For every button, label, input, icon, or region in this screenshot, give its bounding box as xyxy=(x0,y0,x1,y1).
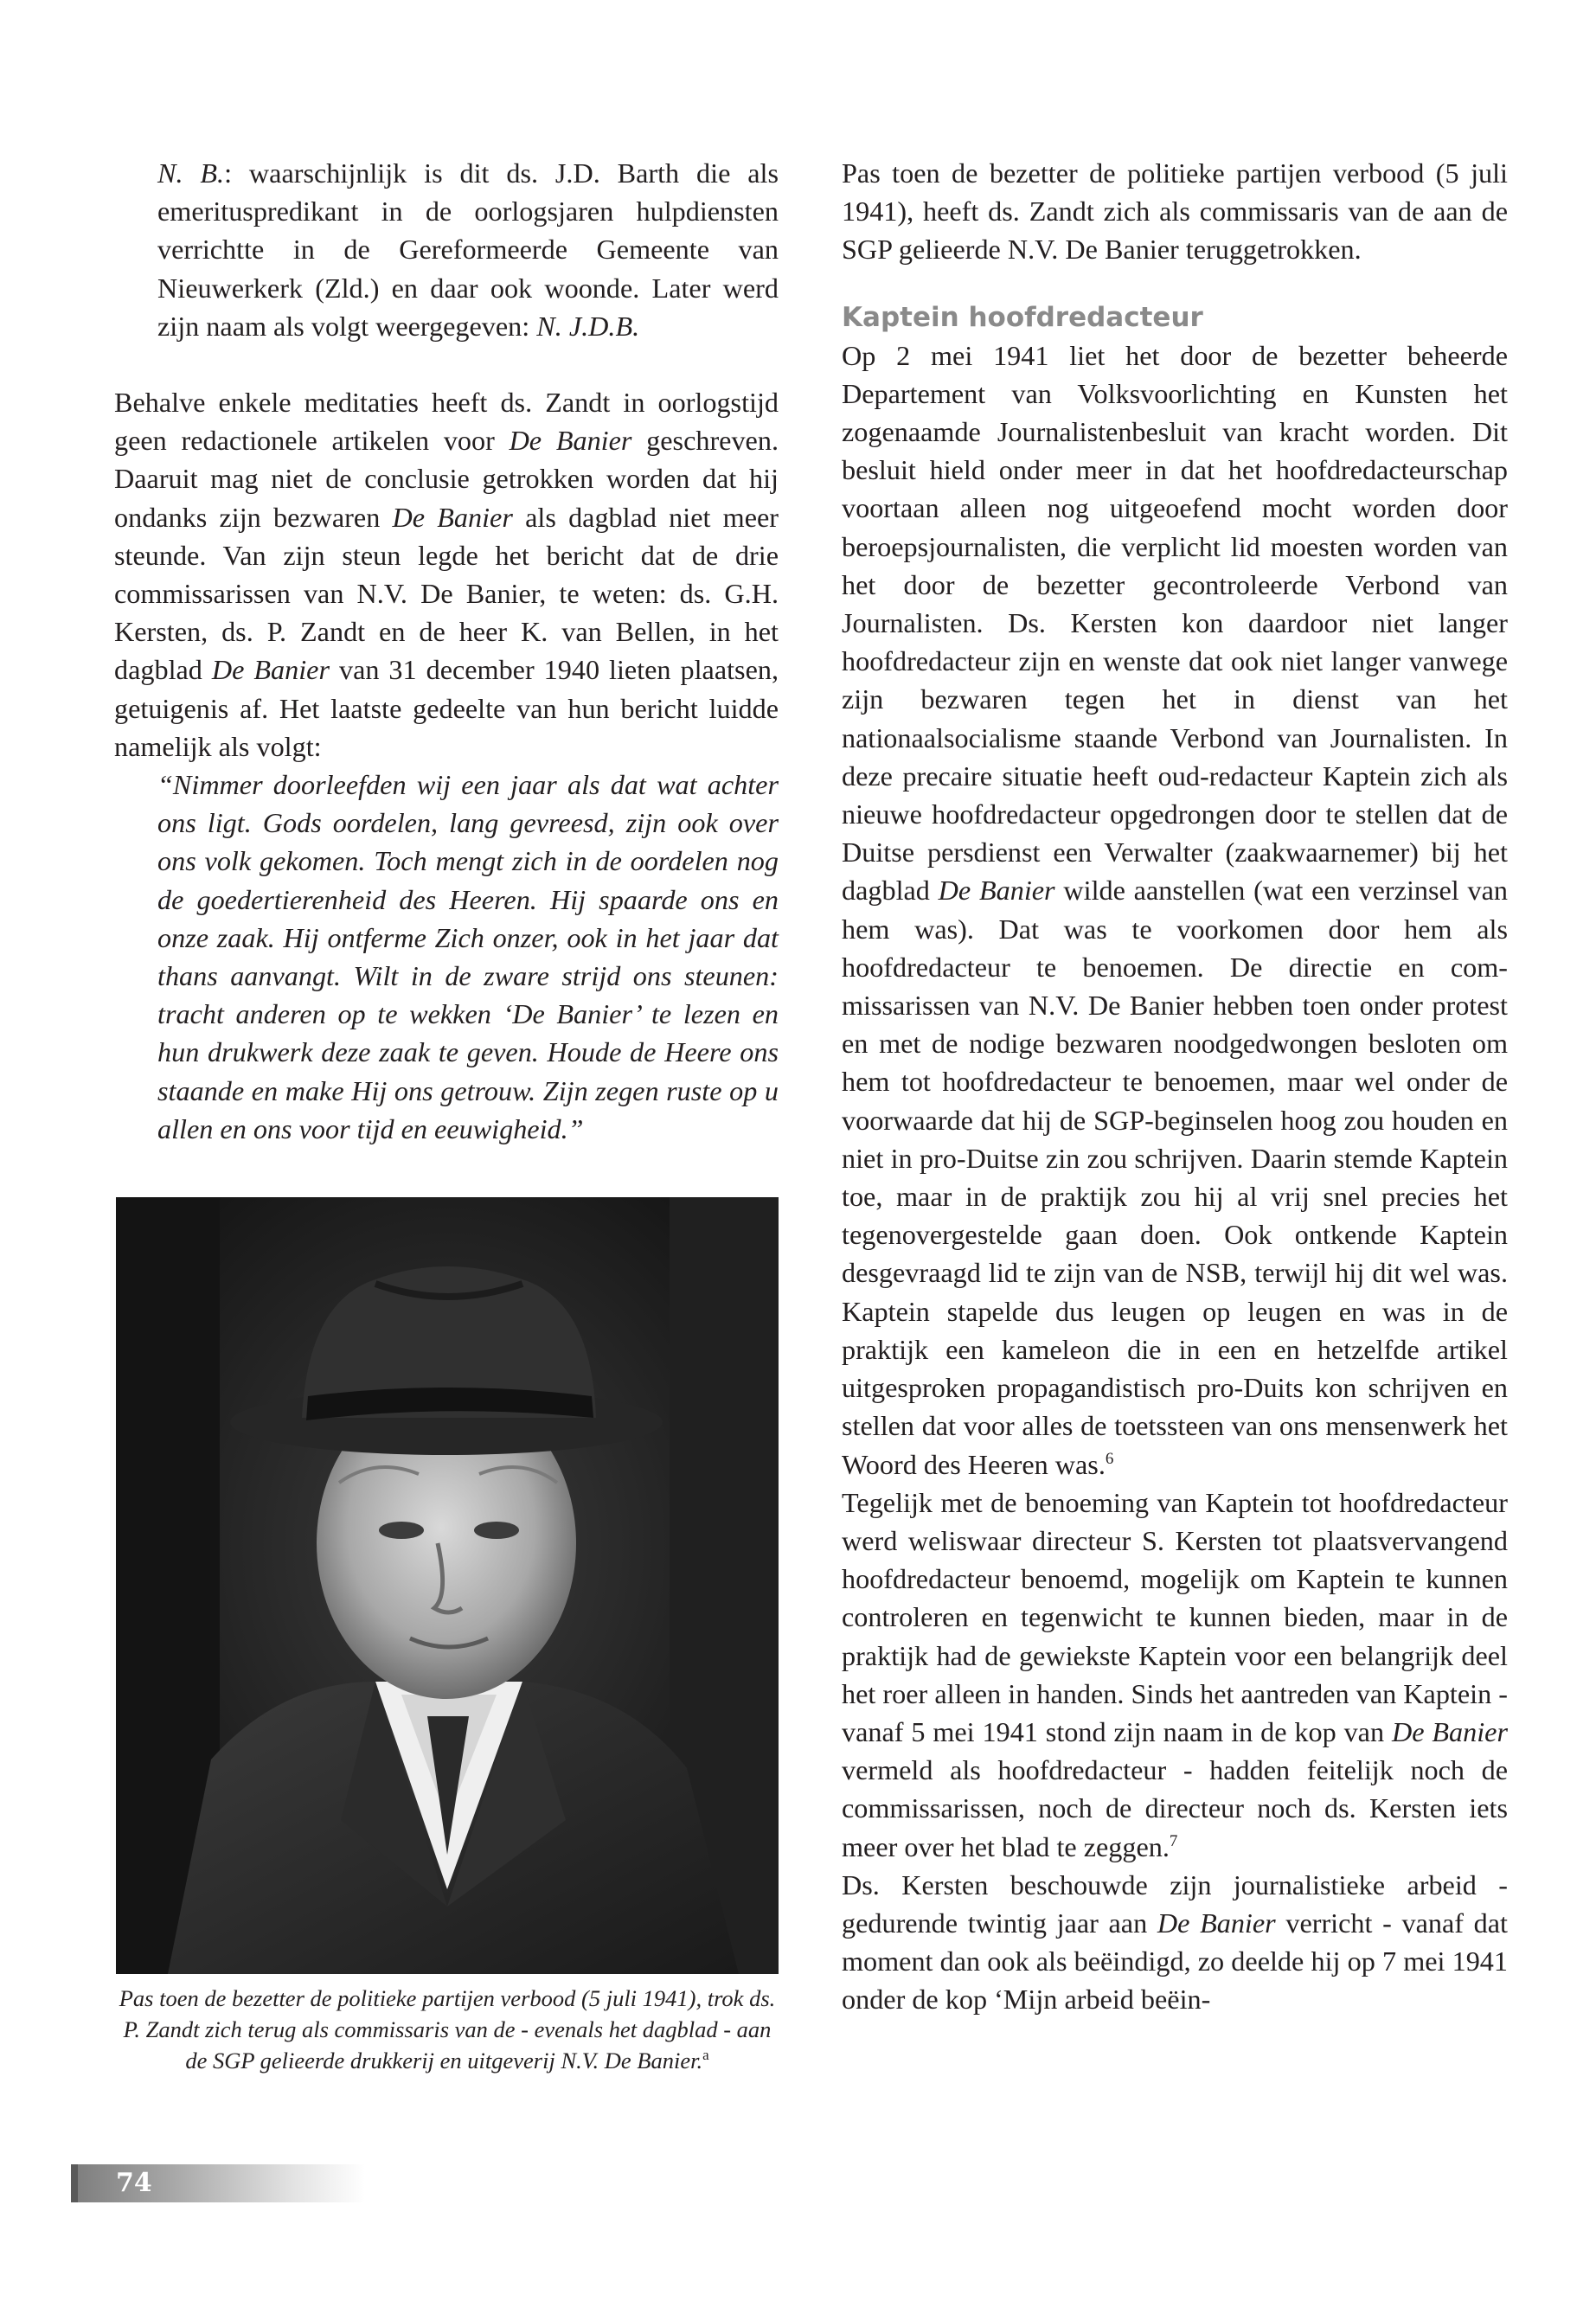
note-initials-suffix: N. J.D.B. xyxy=(536,310,640,342)
photo-caption xyxy=(116,1983,779,2076)
text-run: wilde aanstellen (wat een verzinsel van hem was). Dat was te voorkomen door hem als hoofdredacteur te benoemen. De directie en commissarissen van N.V. De Banier hebben toen onder protest en met de nodige bezwaren noodgedwongen besloten om hem tot hoofdredacteur te benoemen, maar wel onder de voorwaarde dat hij de SGP-beginselen hoog zou houden en niet in pro-Duitse zin zou schrijven. Daarin stemde Kaptein toe, maar in de praktijk zou hij al vrij snel precies het tegenovergestelde gaan doen. Ook ontkende Kaptein desgevraagd lid te zijn van de NSB, terwijl hij dit wel was. Kaptein stapelde dus leugen op leugen en was in de praktijk een kameleon die in een en hetzelfde artikel uitgesproken propagandistisch pro-Duits kon schrijven en stellen dat voor alles de toetssteen van ons mensenwerk het Woord des Heeren was. xyxy=(842,875,1508,1480)
editorial-note xyxy=(157,154,779,345)
portrait-photo xyxy=(116,1197,779,1974)
text-run: verricht - vanaf dat moment dan ook als beëindigd, zo deelde hij op 7 mei 1941 onder de kop ‘Mijn arbeid beëin- xyxy=(842,1907,1508,2016)
body-paragraph xyxy=(842,1866,1508,2019)
text-run: van 31 december 1940 lieten plaatsen, getuigenis af. Het laatste gedeelte van hun bericht luidde namelijk als volgt: xyxy=(114,654,779,762)
text-run: Tegelijk met de benoeming van Kaptein tot hoofdredacteur werd weliswaar directeur S. Kersten tot plaatsvervangend hoofdredacteur benoemd, mogelijk om Kaptein te kunnen controleren en tegenwicht te kunnen bieden, maar in de praktijk had de gewiekste Kaptein voor een belangrijk deel het roer alleen in handen. Sinds het aantreden van Kaptein - vanaf 5 mei 1941 stond zijn naam in de kop van xyxy=(842,1486,1508,1747)
italic-title: De Banier xyxy=(1391,1715,1508,1747)
page-bar-accent xyxy=(71,2164,78,2202)
note-text: : waarschijnlijk is dit ds. J.D. Barth die als emerituspredikant in de oorlogsjaren hulpdiensten verrichtte in de Gereformeerde Gemeente van Nieuwerkerk (Zld.) en daar ook woonde. Later werd zijn naam als volgt weergegeven: xyxy=(157,157,779,342)
italic-title: De Banier xyxy=(509,425,632,457)
text-run: Behalve enkele meditaties heeft ds. Zandt in oorlogstijd geen redactionele artikelen voor xyxy=(114,387,779,457)
right-column xyxy=(842,154,1508,2019)
section-heading: Kaptein hoofdredacteur xyxy=(842,301,1203,333)
italic-title: De Banier xyxy=(938,875,1055,907)
portrait-illustration xyxy=(116,1197,779,1974)
italic-title: De Banier xyxy=(1157,1907,1276,1939)
text-run: vermeld als hoofdredacteur - hadden feitelijk noch de commissarissen, noch de directeur noch ds. Kersten iets meer over het blad te zeggen. xyxy=(842,1754,1508,1862)
body-paragraph xyxy=(842,336,1508,1484)
text-run: Op 2 mei 1941 liet het door de bezetter beheerde Departement van Volksvoorlichting en Kunsten het zogenaamde Journalistenbesluit van kracht worden. Dit besluit hield onder meer in dat het hoofdredacteurschap voortaan alleen nog uitgeoefend mocht worden door beroepsjournalisten, die verplicht lid moesten worden van het door de bezetter gecontroleerde Verbond van Journalisten. Ds. Kersten kon daardoor niet langer hoofdredacteur zijn en wenste dat ook niet langer vanwege zijn bezwaren tegen het in dienst van het nationaalsocialisme staande Verbond van Journalisten. In deze precaire situatie heeft oud-redacteur Kaptein zich als nieuwe hoofdredacteur opgedrongen door te stellen dat de Duitse persdienst een Verwalter (zaakwaarnemer) bij het dagblad xyxy=(842,339,1508,907)
note-initials-prefix: N. B. xyxy=(157,157,225,189)
page-number: 74 xyxy=(116,2168,152,2198)
body-paragraph: Pas toen de bezetter de politieke partijen verbood (5 juli 1941), heeft ds. Zandt zich als commissaris van de aan de SGP gelieerde N.V. De Banier teruggetrokken. xyxy=(842,157,1508,266)
caption-text: Pas toen de bezetter de politieke partijen verbood (5 juli 1941), trok ds. P. Zandt zich terug als commissaris van de - evenals het dagblad - aan de SGP gelieerde drukkerij en uitgeverij N.V. De Banier. xyxy=(119,1985,776,2073)
footnote-marker: 6 xyxy=(1105,1449,1114,1468)
text-run: Ds. Kersten beschouwde zijn journalistieke arbeid - gedurende twintig jaar aan xyxy=(842,1868,1508,1939)
italic-title: De Banier xyxy=(392,501,513,533)
caption-footnote-mark: a xyxy=(702,2047,709,2063)
footnote-marker: 7 xyxy=(1169,1831,1178,1850)
page-number-bar xyxy=(71,2164,365,2202)
text-run: geschreven. Daaruit mag niet de conclusie getrokken worden dat hij ondanks zijn bezwaren xyxy=(114,425,779,533)
left-column xyxy=(114,154,779,1148)
block-quote: “Nimmer doorleefden wij een jaar als dat wat achter ons ligt. Gods oordelen, lang gevreesd, zijn ook over ons volk gekomen. Toch mengt zich in de oordelen nog de goedertierenheid des Heeren. Hij spaarde ons en onze zaak. Hij ontferme Zich onzer, ook in het jaar dat thans aanvangt. Wilt in de zware strijd ons steunen: tracht anderen op te wekken ‘De Banier’ te lezen en hun drukwerk deze zaak te geven. Houde de Heere ons staande en make Hij ons getrouw. Zijn zegen ruste op u allen en ons voor tijd en eeuwigheid.” xyxy=(157,769,779,1144)
italic-title: De Banier xyxy=(211,654,330,686)
text-run: als dagblad niet meer steunde. Van zijn steun legde het bericht dat de drie commissarissen van N.V. De Banier, te weten: ds. G.H. Kersten, ds. P. Zandt en de heer K. van Bellen, in het dagblad xyxy=(114,501,779,686)
body-paragraph xyxy=(114,383,779,766)
body-paragraph xyxy=(842,1484,1508,1866)
